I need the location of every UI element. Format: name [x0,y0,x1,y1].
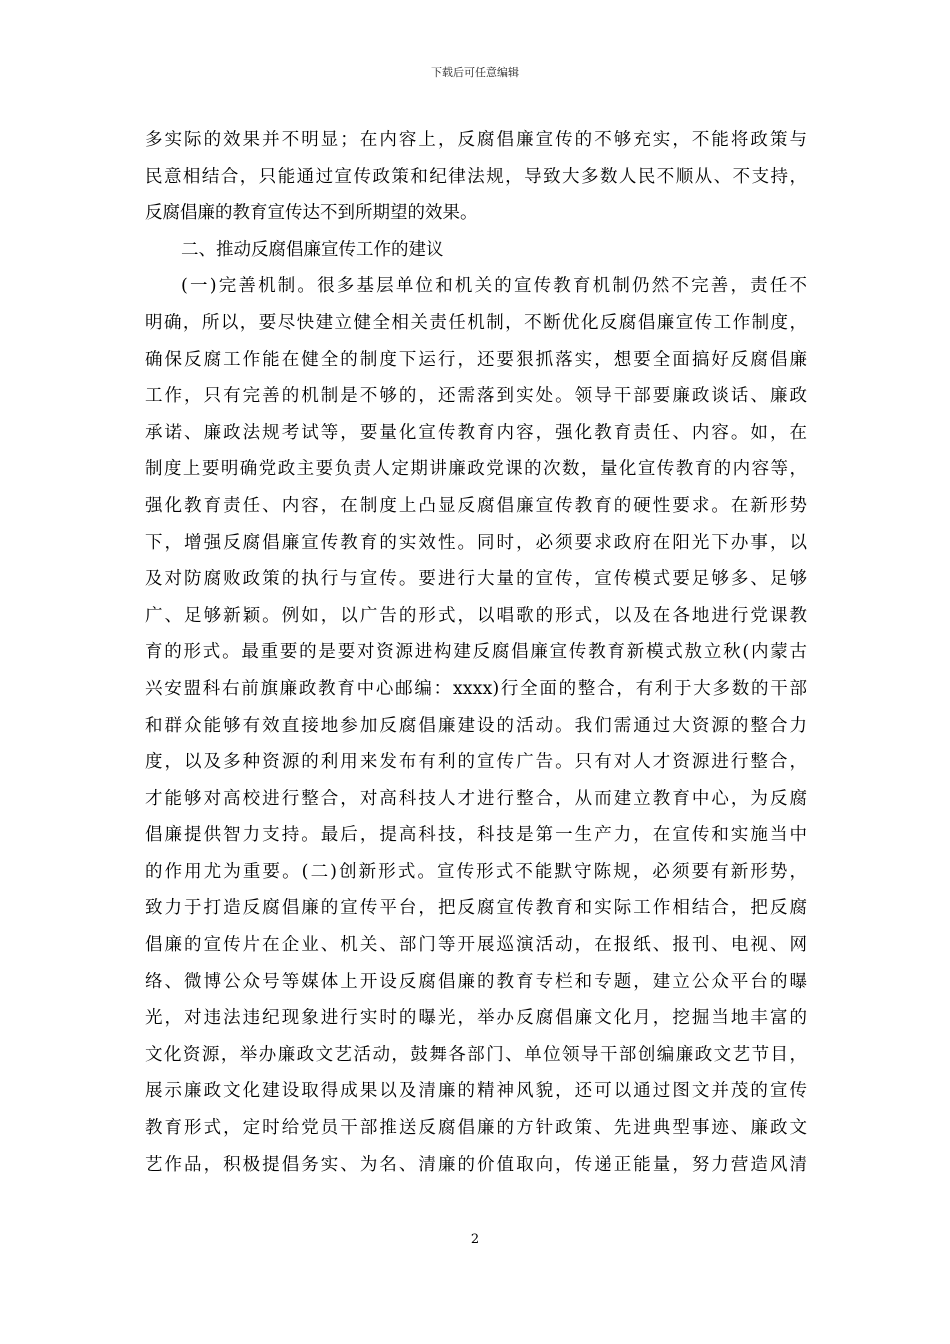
text-line: 兴安盟科右前旗廉政教育中心邮编：xxxx)行全面的整合，有利于大多数的干部 [145,678,807,699]
text-line: 和群众能够有效直接地参加反腐倡廉建设的活动。我们需通过大资源的整合力 [145,715,807,736]
text-line: 文化资源，举办廉政文艺活动，鼓舞各部门、单位领导干部创编廉政文艺节目， [145,1044,807,1065]
text-line: 倡廉提供智力支持。最后，提高科技，科技是第一生产力，在宣传和实施当中 [145,825,807,846]
text-line: 的作用尤为重要。(二)创新形式。宣传形式不能默守陈规，必须要有新形势， [145,861,807,882]
text-line: 民意相结合，只能通过宣传政策和纪律法规，导致大多数人民不顺从、不支持， [145,166,807,187]
text-line: 及对防腐败政策的执行与宣传。要进行大量的宣传，宣传模式要足够多、足够 [145,569,807,590]
text-line: 确保反腐工作能在健全的制度下运行，还要狠抓落实，想要全面搞好反腐倡廉 [145,349,807,370]
text-line: 致力于打造反腐倡廉的宣传平台，把反腐宣传教育和实际工作相结合，把反腐 [145,898,807,919]
body-text [145,122,807,1183]
text-line: 下，增强反腐倡廉宣传教育的实效性。同时，必须要求政府在阳光下办事，以 [145,532,807,553]
text-line: 艺作品，积极提倡务实、为名、清廉的价值取向，传递正能量，努力营造风清 [145,1154,807,1175]
text-line: 展示廉政文化建设取得成果以及清廉的精神风貌，还可以通过图文并茂的宣传 [145,1081,807,1102]
text-line: 承诺、廉政法规考试等，要量化宣传教育内容，强化教育责任、内容。如，在 [145,422,807,443]
text-line: 度，以及多种资源的利用来发布有利的宣传广告。只有对人才资源进行整合， [145,752,807,773]
text-line: 反腐倡廉的教育宣传达不到所期望的效果。 [145,203,478,224]
text-line: 育的形式。最重要的是要对资源进构建反腐倡廉宣传教育新模式敖立秋(内蒙古 [145,642,807,663]
text-line: 倡廉的宣传片在企业、机关、部门等开展巡演活动，在报纸、报刊、电视、网 [145,935,807,956]
text-line: 才能够对高校进行整合，对高科技人才进行整合，从而建立教育中心，为反腐 [145,788,807,809]
section-heading: 二、推动反腐倡廉宣传工作的建议 [181,239,444,260]
text-line: 工作，只有完善的机制是不够的，还需落到实处。领导干部要廉政谈话、廉政 [145,386,807,407]
text-line: 多实际的效果并不明显；在内容上，反腐倡廉宣传的不够充实，不能将政策与 [145,130,807,150]
text-line: 强化教育责任、内容，在制度上凸显反腐倡廉宣传教育的硬性要求。在新形势 [145,495,807,516]
text-line: 教育形式，定时给党员干部推送反腐倡廉的方针政策、先进典型事迹、廉政文 [145,1118,807,1139]
text-line: 广、足够新颖。例如，以广告的形式，以唱歌的形式，以及在各地进行党课教 [145,605,807,626]
page-header: 下载后可任意编辑 [431,66,519,79]
text-line: (一)完善机制。很多基层单位和机关的宣传教育机制仍然不完善，责任不 [181,276,807,297]
text-line: 明确，所以，要尽快建立健全相关责任机制，不断优化反腐倡廉宣传工作制度， [145,312,807,333]
text-line: 络、微博公众号等媒体上开设反腐倡廉的教育专栏和专题，建立公众平台的曝 [145,971,807,992]
text-line: 光，对违法违纪现象进行实时的曝光，举办反腐倡廉文化月，挖掘当地丰富的 [145,1008,807,1029]
page-number: 2 [470,1232,480,1247]
text-line: 制度上要明确党政主要负责人定期讲廉政党课的次数，量化宣传教育的内容等， [145,459,807,480]
